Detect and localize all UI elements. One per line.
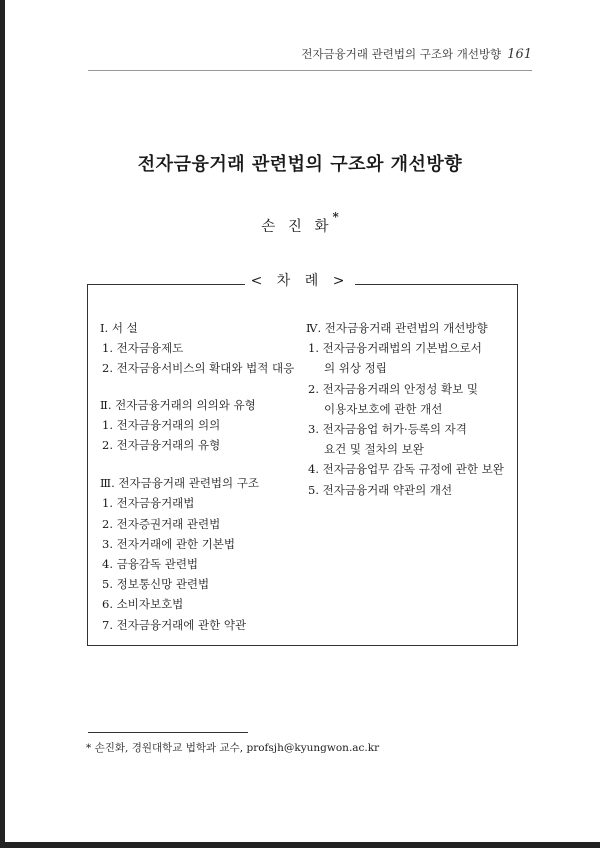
toc-section: Ⅲ. 전자금융거래 관련법의 구조 — [100, 476, 260, 491]
toc-item-continuation: 이용자보호에 관한 개선 — [324, 401, 443, 416]
toc-item: 2. 전자금융서비스의 확대와 법적 대응 — [102, 361, 295, 376]
footnote-rule — [88, 732, 248, 733]
toc-heading — [0, 270, 600, 290]
toc-item: 1. 전자금융거래법 — [102, 496, 195, 511]
toc-item: 2. 전자금융거래의 안정성 확보 및 — [308, 381, 479, 396]
toc-left-column — [100, 318, 305, 635]
toc-item: 5. 정보통신망 관련법 — [102, 577, 210, 592]
toc-item: 1. 전자금융제도 — [102, 341, 184, 356]
page-number: 161 — [507, 47, 532, 62]
toc-item-continuation: 요건 및 절차의 보완 — [324, 442, 424, 457]
toc-item: 1. 전자금융거래법의 기본법으로서 — [308, 341, 482, 356]
toc-section: Ⅱ. 전자금융거래의 의의와 유형 — [100, 397, 256, 412]
author — [0, 210, 600, 236]
toc-section: Ⅰ. 서 설 — [100, 321, 138, 335]
toc-spacer — [100, 379, 305, 395]
toc-item: 4. 전자금융업무 감독 규정에 관한 보완 — [308, 462, 504, 477]
toc-item: 2. 전자증권거래 관련법 — [102, 516, 221, 531]
footnote: * 손진화, 경원대학교 법학과 교수, profsjh@kyungwon.ac.kr — [86, 742, 380, 754]
toc-spacer — [100, 455, 305, 473]
toc-item: 6. 소비자보호법 — [102, 597, 184, 612]
running-head-title: 전자금융거래 관련법의 구조와 개선방향 — [301, 47, 502, 61]
toc-item: 7. 전자금융거래에 관한 약관 — [102, 617, 247, 632]
toc-item: 1. 전자금융거래의 의의 — [102, 417, 221, 432]
toc-item-continuation: 의 위상 정립 — [324, 361, 387, 376]
toc-item: 3. 전자거래에 관한 기본법 — [102, 536, 236, 551]
toc-heading-label: < 차 례 > — [245, 273, 356, 289]
toc-item: 4. 금융감독 관련법 — [102, 557, 199, 572]
author-footnote-mark: * — [332, 210, 339, 224]
paper-title: 전자금융거래 관련법의 구조와 개선방향 — [137, 154, 463, 175]
header-rule — [88, 70, 532, 71]
toc-item: 3. 전자금융업 허가·등록의 자격 — [308, 422, 467, 437]
running-head — [301, 46, 532, 62]
author-name: 손 진 화 — [261, 218, 333, 235]
toc-section: Ⅳ. 전자금융거래 관련법의 개선방향 — [306, 321, 488, 335]
toc-item: 5. 전자금융거래 약관의 개선 — [308, 482, 453, 497]
toc-right-column — [306, 318, 516, 500]
toc-item: 2. 전자금융거래의 유형 — [102, 438, 221, 453]
